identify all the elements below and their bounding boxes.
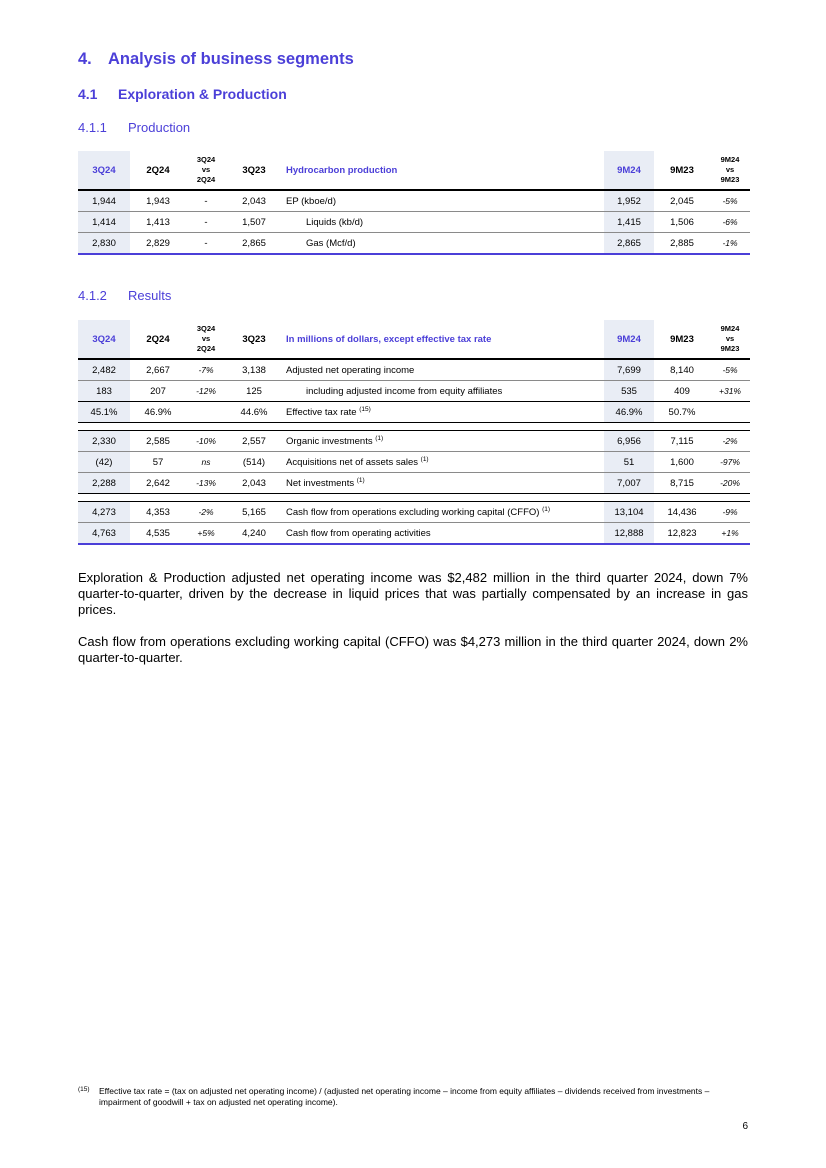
section-number: 4. xyxy=(78,50,92,68)
table-caption: Hydrocarbon production xyxy=(282,151,604,190)
cell-qoq: -12% xyxy=(186,381,226,402)
cell-9m24: 6,956 xyxy=(604,431,654,452)
production-heading xyxy=(78,120,190,135)
col-header-variation: 9M24 vs 9M23 xyxy=(710,320,750,359)
section-heading xyxy=(78,50,354,69)
cell-qoq: -10% xyxy=(186,431,226,452)
cell-3q23: (514) xyxy=(226,452,282,473)
cell-9m24: 1,952 xyxy=(604,190,654,212)
cell-9m23: 1,506 xyxy=(654,212,710,233)
col-header: 3Q24 xyxy=(78,151,130,190)
row-label: Acquisitions net of assets sales $^{(1)}$ xyxy=(282,452,604,473)
subsection-number: 4.1 xyxy=(78,86,98,102)
row-label: Cash flow from operations excluding working capital (CFFO) $^{(1)}$ xyxy=(282,502,604,523)
cell-3q23: 125 xyxy=(226,381,282,402)
cell-9m24: 1,415 xyxy=(604,212,654,233)
cell-3q23: 2,557 xyxy=(226,431,282,452)
row-label: including adjusted income from equity affiliates xyxy=(282,381,604,402)
cell-3q24: 45.1% xyxy=(78,402,130,423)
row-label: Liquids (kb/d) xyxy=(282,212,604,233)
col-header: 9M24 xyxy=(604,151,654,190)
table-header-row xyxy=(78,151,750,190)
cell-9m24: 2,865 xyxy=(604,233,654,255)
table-header-row xyxy=(78,320,750,359)
cell-3q24: 2,830 xyxy=(78,233,130,255)
cell-yoy: -5% xyxy=(710,359,750,381)
footnote-mark: (15) xyxy=(78,1086,90,1093)
cell-9m23: 1,600 xyxy=(654,452,710,473)
results-title: Results xyxy=(128,288,172,303)
production-number: 4.1.1 xyxy=(78,120,107,135)
row-label: Effective tax rate $^{(15)}$ xyxy=(282,402,604,423)
body-paragraph: Exploration & Production adjusted net operating income was $2,482 million in the third quarter 2024, down 7% quarter-to-quarter, driven by the decrease in liquid prices that was partially compensated by an increase in gas prices. xyxy=(78,570,748,617)
cell-yoy: -2% xyxy=(710,431,750,452)
row-label: Gas (Mcf/d) xyxy=(282,233,604,255)
cell-3q23: 2,043 xyxy=(226,190,282,212)
cell-9m23: 14,436 xyxy=(654,502,710,523)
subsection-heading xyxy=(78,86,287,102)
cell-9m24: 7,007 xyxy=(604,473,654,494)
row-label: Net investments $^{(1)}$ xyxy=(282,473,604,494)
subsection-title: Exploration & Production xyxy=(118,86,287,102)
cell-9m23: 2,045 xyxy=(654,190,710,212)
results-heading xyxy=(78,288,171,303)
table-row xyxy=(78,212,750,233)
footnote-ref: (1) xyxy=(420,456,429,463)
cell-qoq: - xyxy=(186,212,226,233)
footnote xyxy=(78,1086,750,1108)
table-spacer xyxy=(78,423,750,431)
cell-9m24: 13,104 xyxy=(604,502,654,523)
cell-9m23: 8,715 xyxy=(654,473,710,494)
cell-3q23: 1,507 xyxy=(226,212,282,233)
cell-3q23: 3,138 xyxy=(226,359,282,381)
cell-9m23: 8,140 xyxy=(654,359,710,381)
cell-3q24: 2,330 xyxy=(78,431,130,452)
cell-3q24: 1,414 xyxy=(78,212,130,233)
cell-9m24: 46.9% xyxy=(604,402,654,423)
cell-yoy: +1% xyxy=(710,523,750,545)
row-label: Cash flow from operating activities xyxy=(282,523,604,545)
page-number: 6 xyxy=(742,1121,748,1132)
col-header: 9M23 xyxy=(654,320,710,359)
cell-qoq: +5% xyxy=(186,523,226,545)
cell-9m23: 50.7% xyxy=(654,402,710,423)
table-row xyxy=(78,190,750,212)
cell-3q24: 1,944 xyxy=(78,190,130,212)
cell-2q24: 57 xyxy=(130,452,186,473)
cell-9m23: 12,823 xyxy=(654,523,710,545)
cell-3q23: 2,043 xyxy=(226,473,282,494)
cell-2q24: 2,667 xyxy=(130,359,186,381)
footnote-ref: (1) xyxy=(375,435,384,442)
cell-3q24: 4,273 xyxy=(78,502,130,523)
table-row xyxy=(78,402,750,423)
cell-2q24: 1,943 xyxy=(130,190,186,212)
cell-3q23: 2,865 xyxy=(226,233,282,255)
production-table xyxy=(78,151,750,255)
cell-2q24: 2,829 xyxy=(130,233,186,255)
cell-qoq: - xyxy=(186,190,226,212)
table-spacer xyxy=(78,494,750,502)
cell-yoy xyxy=(710,402,750,423)
body-paragraph: Cash flow from operations excluding working capital (CFFO) was $4,273 million in the third quarter 2024, down 2% quarter-to-quarter. xyxy=(78,634,748,665)
col-header: 3Q23 xyxy=(226,151,282,190)
row-label: EP (kboe/d) xyxy=(282,190,604,212)
footnote-ref: (1) xyxy=(356,477,365,484)
cell-9m24: 7,699 xyxy=(604,359,654,381)
cell-yoy: -97% xyxy=(710,452,750,473)
cell-2q24: 2,585 xyxy=(130,431,186,452)
cell-qoq: ns xyxy=(186,452,226,473)
table-row xyxy=(78,381,750,402)
cell-3q24: 2,482 xyxy=(78,359,130,381)
col-header: 2Q24 xyxy=(130,151,186,190)
table-row xyxy=(78,359,750,381)
footnote-text: Effective tax rate = (tax on adjusted net operating income) / (adjusted net operating income – income from equity affiliates – dividends received from investments – impairment of goodwill + tax on adjusted net operating income). xyxy=(99,1086,710,1107)
cell-qoq: -2% xyxy=(186,502,226,523)
cell-2q24: 4,535 xyxy=(130,523,186,545)
production-title: Production xyxy=(128,120,191,135)
cell-qoq xyxy=(186,402,226,423)
cell-qoq: -13% xyxy=(186,473,226,494)
cell-qoq: - xyxy=(186,233,226,255)
table-row xyxy=(78,233,750,255)
cell-yoy: +31% xyxy=(710,381,750,402)
cell-2q24: 2,642 xyxy=(130,473,186,494)
table-row xyxy=(78,502,750,523)
cell-yoy: -20% xyxy=(710,473,750,494)
col-header: 9M23 xyxy=(654,151,710,190)
cell-9m23: 409 xyxy=(654,381,710,402)
col-header-variation: 3Q24 vs 2Q24 xyxy=(186,151,226,190)
col-header: 3Q23 xyxy=(226,320,282,359)
cell-yoy: -9% xyxy=(710,502,750,523)
section-title: Analysis of business segments xyxy=(108,50,354,68)
row-label: Adjusted net operating income xyxy=(282,359,604,381)
results-table xyxy=(78,320,750,545)
table-row xyxy=(78,473,750,494)
cell-9m23: 2,885 xyxy=(654,233,710,255)
cell-9m24: 51 xyxy=(604,452,654,473)
cell-3q24: 2,288 xyxy=(78,473,130,494)
cell-3q24: 4,763 xyxy=(78,523,130,545)
cell-9m24: 12,888 xyxy=(604,523,654,545)
row-label: Organic investments $^{(1)}$ xyxy=(282,431,604,452)
cell-2q24: 1,413 xyxy=(130,212,186,233)
cell-2q24: 4,353 xyxy=(130,502,186,523)
cell-2q24: 46.9% xyxy=(130,402,186,423)
cell-yoy: -6% xyxy=(710,212,750,233)
footnote-ref: (1) xyxy=(542,506,551,513)
cell-3q23: 44.6% xyxy=(226,402,282,423)
col-header-variation: 9M24 vs 9M23 xyxy=(710,151,750,190)
footnote-ref: (15) xyxy=(359,406,371,413)
cell-yoy: -5% xyxy=(710,190,750,212)
table-caption: In millions of dollars, except effective tax rate xyxy=(282,320,604,359)
cell-3q24: (42) xyxy=(78,452,130,473)
cell-9m24: 535 xyxy=(604,381,654,402)
col-header-variation: 3Q24 vs 2Q24 xyxy=(186,320,226,359)
cell-9m23: 7,115 xyxy=(654,431,710,452)
col-header: 9M24 xyxy=(604,320,654,359)
cell-qoq: -7% xyxy=(186,359,226,381)
table-row xyxy=(78,452,750,473)
table-row xyxy=(78,523,750,545)
col-header: 3Q24 xyxy=(78,320,130,359)
results-number: 4.1.2 xyxy=(78,288,107,303)
table-row xyxy=(78,431,750,452)
col-header: 2Q24 xyxy=(130,320,186,359)
cell-2q24: 207 xyxy=(130,381,186,402)
cell-3q23: 4,240 xyxy=(226,523,282,545)
cell-yoy: -1% xyxy=(710,233,750,255)
cell-3q23: 5,165 xyxy=(226,502,282,523)
cell-3q24: 183 xyxy=(78,381,130,402)
